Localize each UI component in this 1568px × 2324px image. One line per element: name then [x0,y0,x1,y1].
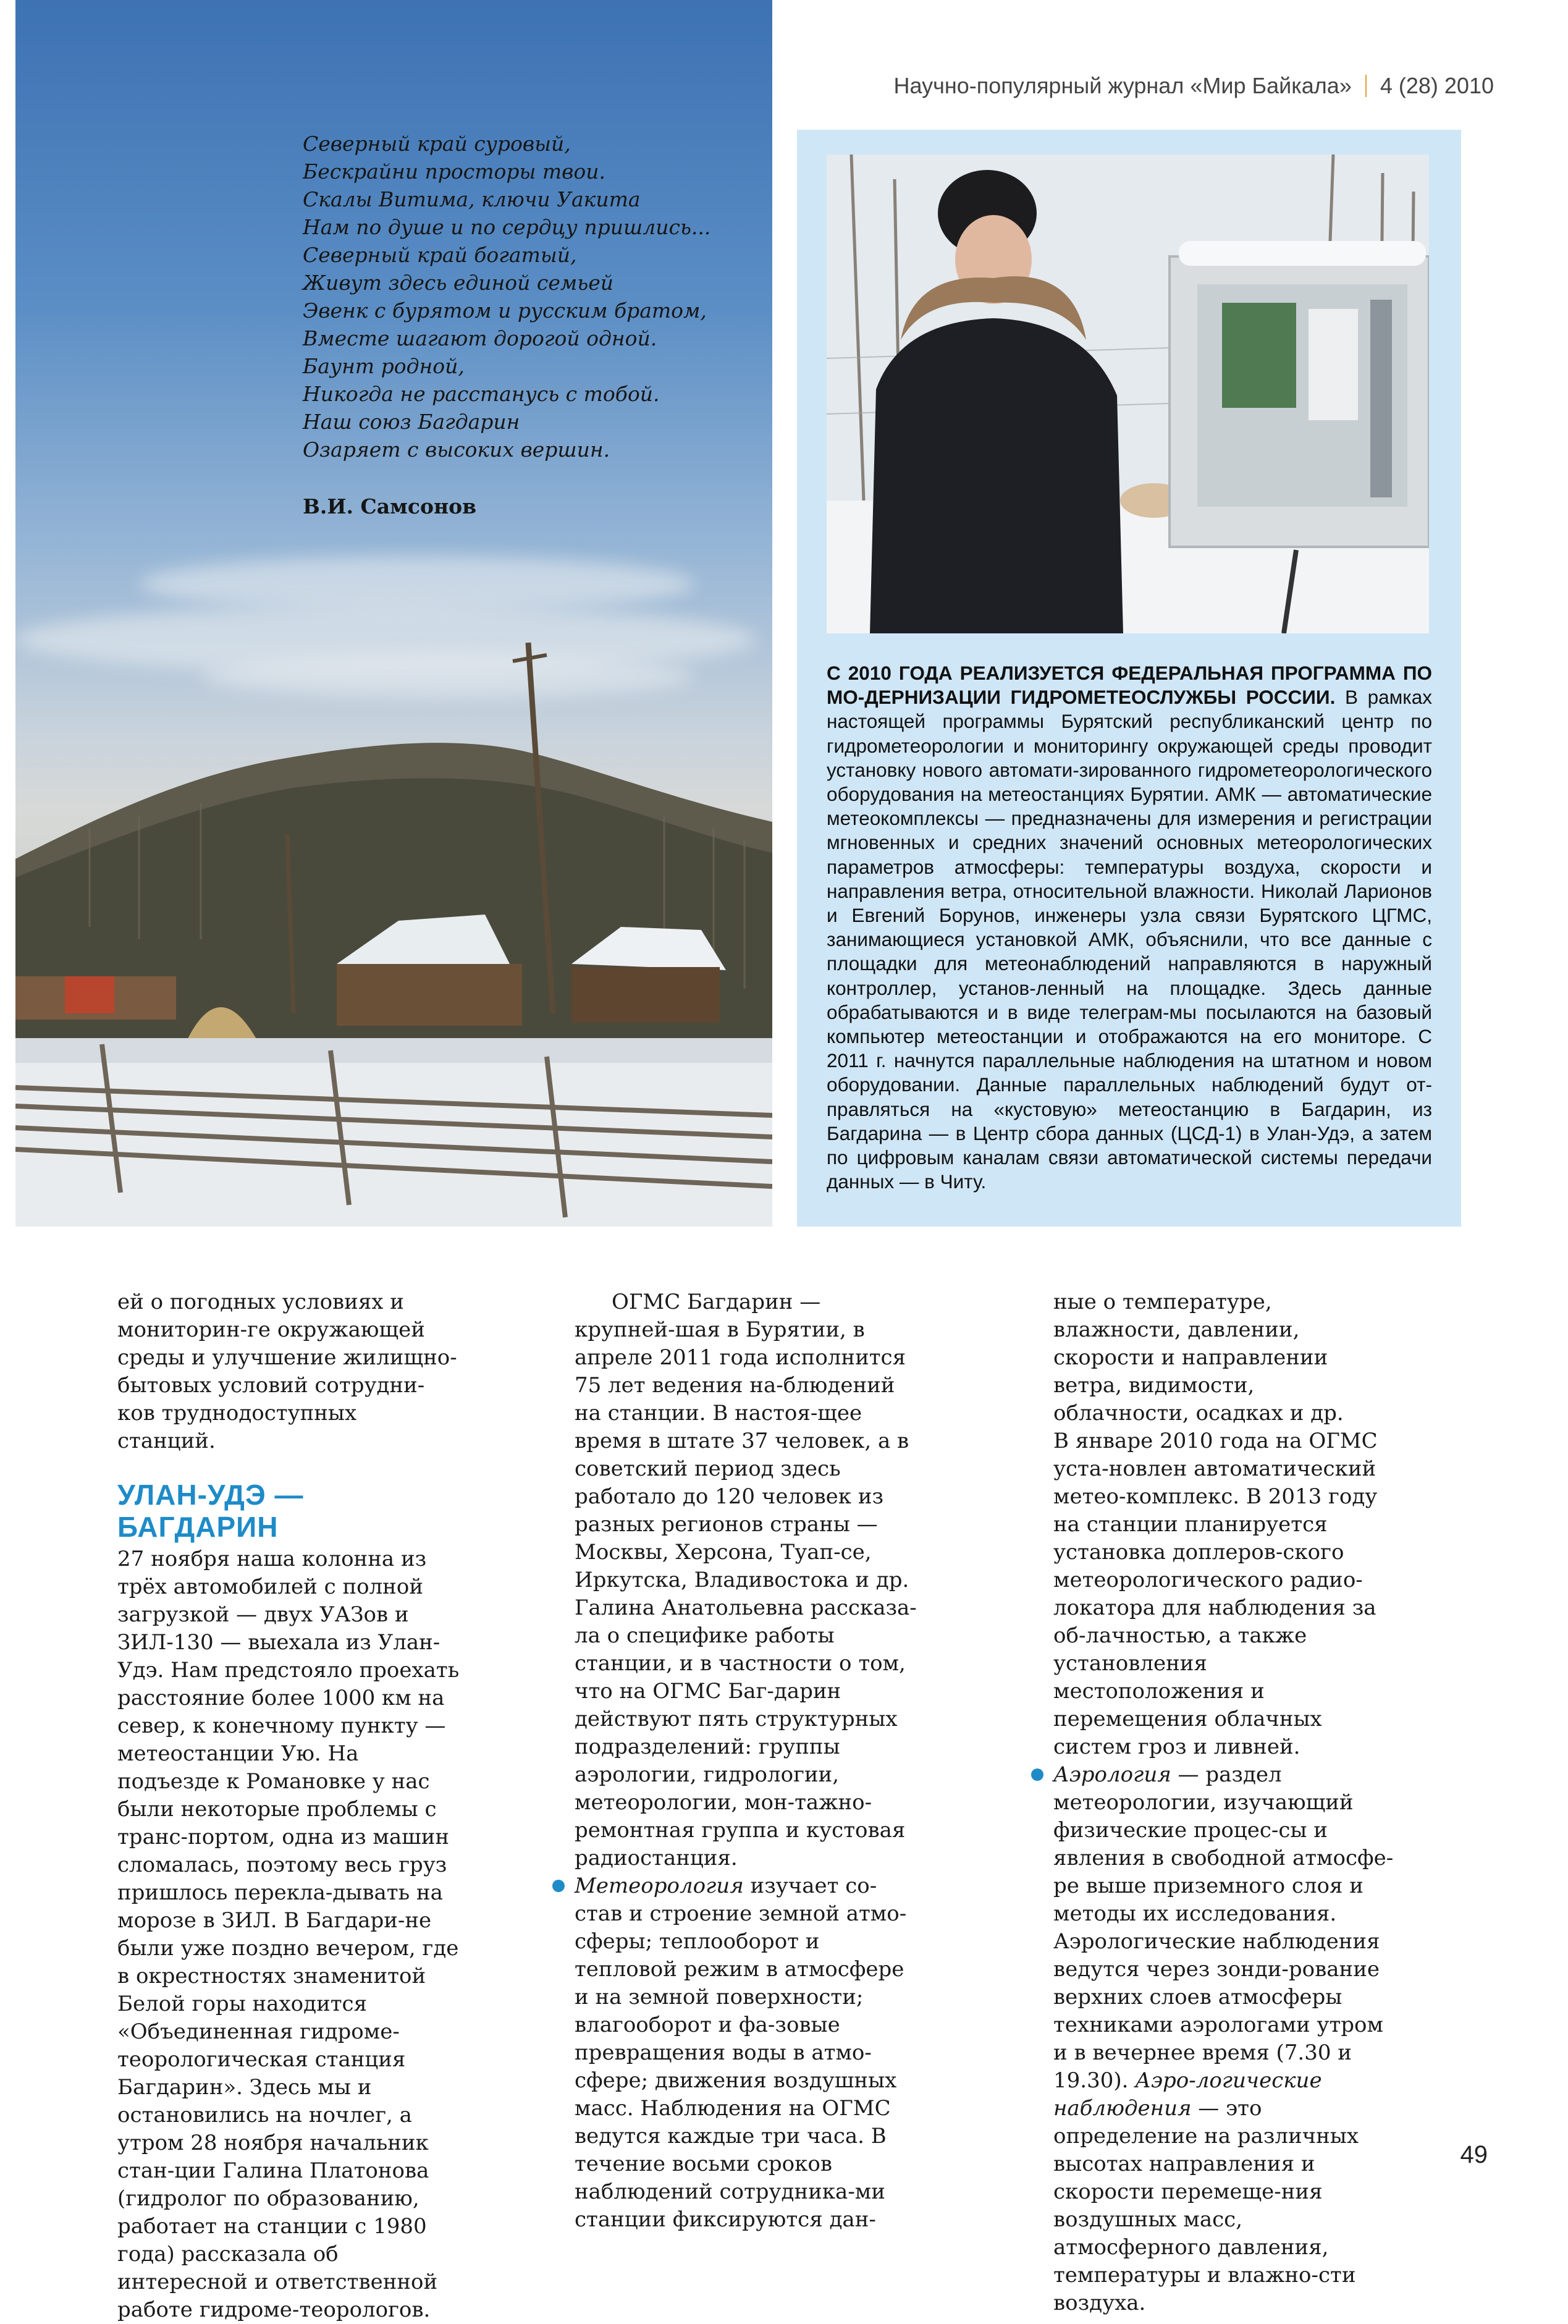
poem [303,130,760,463]
poem-line: Никогда не расстанусь с тобой. [303,382,660,406]
engineer-photo [827,154,1429,633]
paragraph [575,1872,917,2234]
poem-line: Озаряет с высоких вершин. [303,437,610,462]
term-meteorology: Метеорология [575,1874,744,1898]
paragraph: ей о погодных условиях и мониторин-ге окружающей среды и улучшение жилищно-бытовых условий сотрудни-ков труднодоступных станций. [117,1290,457,1453]
poem-line: Баунт родной, [303,354,465,378]
photo-caption [827,661,1432,1194]
poem-line: Бескрайни просторы твои. [303,159,605,184]
section-heading: УЛАН-УДЭ — БАГДАРИН [117,1479,304,1543]
landscape-photo [15,0,772,1227]
paragraph [1053,1761,1396,2317]
poem-line: Живут здесь единой семьей [303,271,614,295]
paragraph-text: — раздел метеорологии, изучающий физические процес-сы и явления в свободной атмосфе-ре выше приземного слоя и методы их исследования. Аэрологические наблюдения ведутся через зонди-рование верхних слоев атмосферы техниками аэрологами утром и в вечернее время (7.30 и 19.30). [1053,1762,1394,2093]
paragraph: ные о температуре, влажности, давлении, скорости и направлении ветра, видимости, облачности, осадках и др. [1053,1290,1344,1426]
poem-line: Скалы Витима, ключи Уакита [303,187,641,211]
column-1 [117,1288,460,2324]
caption-lead: С 2010 ГОДА РЕАЛИЗУЕТСЯ ФЕДЕРАЛЬНАЯ ПРОГРАММА ПО МО-ДЕРНИЗАЦИИ ГИДРОМЕТЕОСЛУЖБЫ РОССИИ. [827,662,1432,709]
column-3 [1053,1288,1396,2317]
poem-line: Северный край суровый, [303,132,571,156]
caption-text: В рамках настоящей программы Бурятский республиканский центр по гидрометеорологии и мониторингу окружающей среды проводит установку нового автомати-зированного гидрометеорологического оборудования на метеостанциях Бурятии. АМК — автоматические метеокомплексы — предназначены для измерения и регистрации мгновенных и средних значений основных метеорологических параметров атмосферы: температуры воздуха, скорости и направления ветра, относительной влажности. Николай Ларионов и Евгений Борунов, инженеры узла связи Бурятского ЦГМС, занимающиеся установкой АМК, объяснили, что все данные с площадки для метеонаблюдений направляются в наружный контроллер, установ-ленный на площадке. Здесь данные обрабатываются и в виде телеграм-мы посылаются на базовый компьютер метеостанции и отображаются на его мониторе. С 2011 г. начнутся параллельные наблюдения на штатном и новом оборудовании. Данные параллельных наблюдений будут от-правляться на «кустовую» метеостанцию в Багдарин, из Багдарина — в Центр сбора данных (ЦСД-1) в Улан-Удэ, а затем по цифровым каналам связи автоматической системы передачи данных — в Читу. [827,686,1432,1193]
paragraph: 27 ноября наша колонна из трёх автомобилей с полной загрузкой — двух УАЗов и ЗИЛ-130 — выехала из Улан-Удэ. Нам предстояло проехать расстояние более 1000 км на север, к конечному пункту — метеостанции Ую. На подъезде к Романовке у нас были некоторые проблемы с транс-портом, одна из машин сломалась, поэтому весь груз пришлось перекла-дывать на морозе в ЗИЛ. В Багдари-не были уже поздно вечером, где в окрестностях знаменитой Белой горы находится «Объединенная гидроме-теорологическая станция Багдарин». Здесь мы и остановились на ночлег, а утром 28 ноября начальник стан-ции Галина Платонова (гидролог по образованию, работает на станции с 1980 года) рассказала об интересной и ответственной работе гидроме-теорологов. [117,1547,460,2322]
poem-author: В.И. Самсонов [303,494,477,518]
page-number: 49 [1460,2141,1488,2168]
poem-line: Нам по душе и по сердцу пришлись... [303,215,711,239]
paragraph-text: — это определение на различных высотах направления и скорости перемеще-ния воздушных масс, атмосферного давления, температуры и влажно-сти воздуха. [1053,2096,1359,2315]
poem-line: Эвенк с бурятом и русским братом, [303,298,707,323]
engineer-scene [827,154,1429,633]
journal-title: Научно-популярный журнал «Мир Байкала» [893,73,1352,98]
poem-line: Наш союз Багдарин [303,410,520,434]
poem-line: Вместе шагают дорогой одной. [303,326,657,350]
paragraph-text: изучает со-став и строение земной атмо-сферы; теплооборот и тепловой режим в атмосфере и на земной поверхности; влагооборот и фа-зовые превращения воды в атмо-сфере; движения воздушных масс. Наблюдения на ОГМС ведутся каждые три часа. В течение восьми сроков наблюдений сотрудника-ми станции фиксируются дан- [575,1874,907,2232]
bullet-icon [1031,1768,1043,1781]
term-aerological-observations: Аэро-логические наблюдения [1053,2068,1322,2121]
issue-number: 4 (28) 2010 [1380,73,1494,98]
term-aerology: Аэрология [1053,1762,1171,1787]
poem-line: Северный край богатый, [303,243,577,267]
column-2 [575,1288,917,2234]
header-separator [1365,75,1367,97]
running-header [893,73,1494,99]
paragraph: ОГМС Багдарин — крупней-шая в Бурятии, в апреле 2011 года исполнится 75 лет ведения на-блюдений на станции. В настоя-щее время в штате 37 человек, а в советский период здесь работало до 120 человек из разных регионов страны — Москвы, Херсона, Туап-се, Иркутска, Владивостока и др. Галина Анатольевна рассказа-ла о специфике работы станции, и в частности о том, что на ОГМС Баг-дарин действуют пять структурных подразделений: группы аэрологии, гидрологии, метеорологии, мон-тажно-ремонтная группа и кустовая радиостанция. [575,1290,917,1870]
photo-card [797,130,1461,1227]
bullet-icon [552,1880,565,1892]
paragraph: В январе 2010 года на ОГМС уста-новлен автоматический метео-комплекс. В 2013 году на станции планируется установка доплеров-ского метеорологического радио-локатора для наблюдения за об-лачностью, а также установления местоположения и перемещения облачных систем гроз и ливней. [1053,1429,1378,1759]
